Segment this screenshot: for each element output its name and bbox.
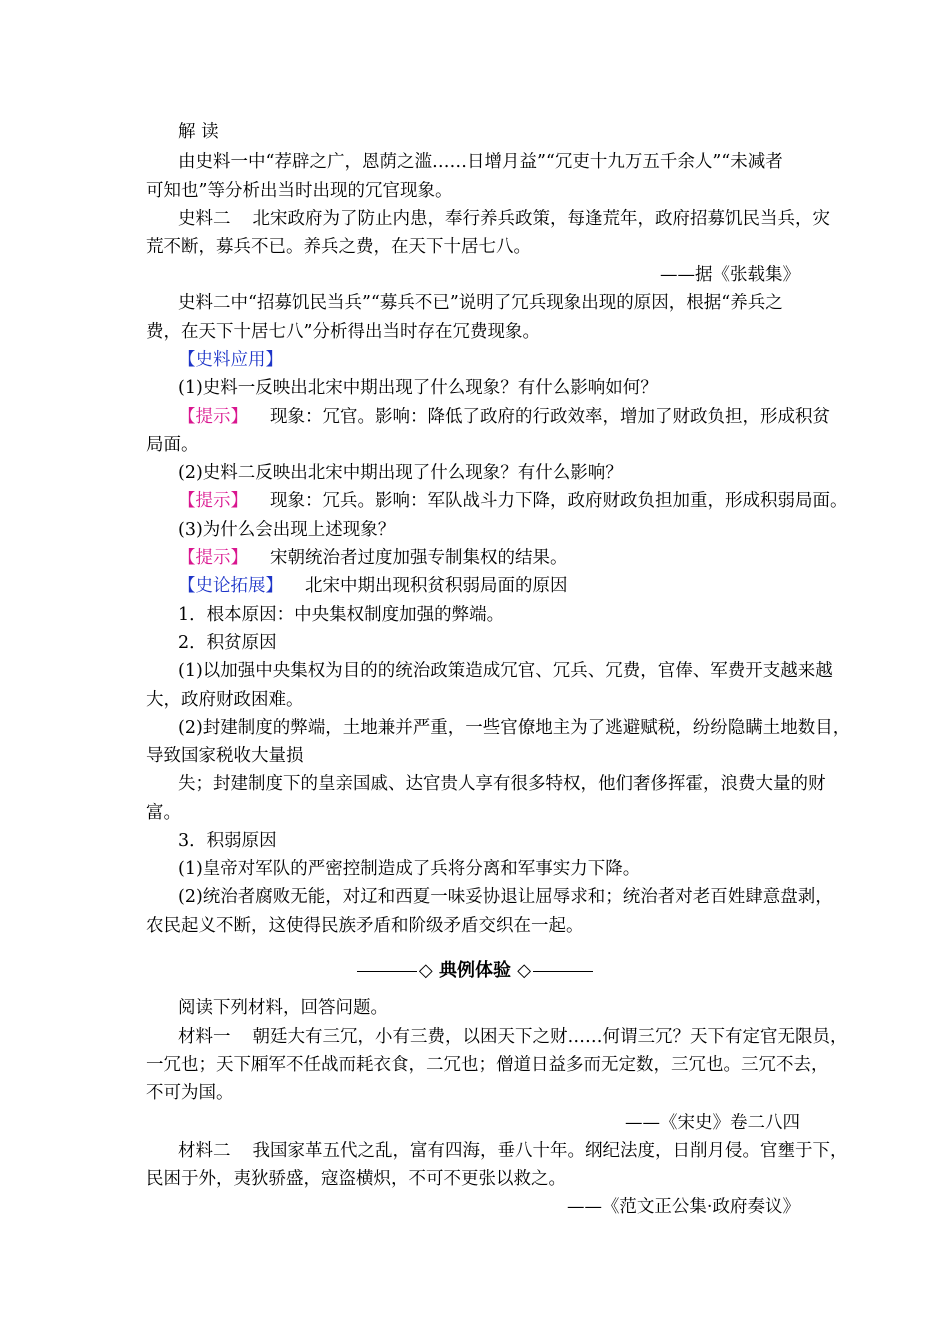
hint-tag: 【提示】 <box>178 548 248 568</box>
paragraph-line: 导致国家税收大量损 <box>146 746 304 766</box>
answer-1-text: 现象：冗官。影响：降低了政府的行政效率，增加了财政负担，形成积贫 <box>270 407 830 427</box>
paragraph-line: 史料二中“招募饥民当兵”“募兵不已”说明了冗兵现象出现的原因，根据“养兵之 <box>178 293 783 313</box>
answer-2-text: 现象：冗兵。影响：军队战斗力下降，政府财政负担加重，形成积弱局面。 <box>270 491 848 511</box>
hint-tag: 【提示】 <box>178 491 248 511</box>
paragraph-line: 荒不断，募兵不已。养兵之费，在天下十居七八。 <box>146 237 531 257</box>
paragraph-line: 局面。 <box>146 435 199 455</box>
list-item: (2)统治者腐败无能，对辽和西夏一味妥协退让屈辱求和；统治者对老百姓肆意盘剥， <box>178 887 833 907</box>
extension-tag: 【史论拓展】 <box>178 576 283 596</box>
example-heading-text: ◇ 典例体验 ◇ <box>418 960 532 981</box>
source-2-line <box>178 208 830 230</box>
source-2-label: 史料二 <box>178 209 231 229</box>
paragraph-line: 不可为国。 <box>146 1083 234 1103</box>
paragraph-line: 可知也”等分析出当时出现的冗官现象。 <box>146 181 453 201</box>
example-intro: 阅读下列材料，回答问题。 <box>178 998 388 1018</box>
heading-rule-right <box>533 971 593 972</box>
list-item: (1)以加强中央集权为目的的统治政策造成冗官、冗兵、冗费，官俸、军费开支越来越 <box>178 661 833 681</box>
source-citation: ——《范文正公集·政府奏议》 <box>566 1197 800 1217</box>
source-2-text: 北宋政府为了防止内患，奉行养兵政策，每逢荒年，政府招募饥民当兵，灾 <box>252 209 830 229</box>
answer-3-line <box>178 547 568 569</box>
question-3: (3)为什么会出现上述现象？ <box>178 520 396 540</box>
material-1-text: 朝廷大有三冗，小有三费，以困天下之财……何谓三冗？天下有定官无限员， <box>252 1027 848 1047</box>
list-item: (1)皇帝对军队的严密控制造成了兵将分离和军事实力下降。 <box>178 859 641 879</box>
application-tag: 【史料应用】 <box>178 350 283 370</box>
list-item: 1．根本原因：中央集权制度加强的弊端。 <box>178 605 505 625</box>
heading-rule-left <box>357 971 417 972</box>
extension-heading <box>178 575 568 597</box>
answer-1-line <box>178 406 830 428</box>
example-section-heading <box>0 959 950 983</box>
list-item: 3．积弱原因 <box>178 831 277 851</box>
hint-tag: 【提示】 <box>178 407 248 427</box>
question-2: (2)史料二反映出北宋中期出现了什么现象？有什么影响？ <box>178 463 623 483</box>
paragraph-line: 一冗也；天下厢军不任战而耗衣食，二冗也；僧道日益多而无定数，三冗也。三冗不去， <box>146 1055 829 1075</box>
material-1-line <box>178 1026 848 1048</box>
source-citation: ——据《张载集》 <box>660 265 800 285</box>
list-item: 2．积贫原因 <box>178 633 277 653</box>
paragraph-line: 民困于外，夷狄骄盛，寇盗横炽，不可不更张以救之。 <box>146 1169 566 1189</box>
list-item: (2)封建制度的弊端，土地兼并严重，一些官僚地主为了逃避赋税，纷纷隐瞒土地数目， <box>178 718 851 738</box>
source-citation: ——《宋史》卷二八四 <box>625 1113 800 1133</box>
answer-2-line <box>178 490 848 512</box>
answer-3-text: 宋朝统治者过度加强专制集权的结果。 <box>270 548 568 568</box>
jiedu-label: 解 读 <box>178 122 219 142</box>
material-1-label: 材料一 <box>178 1027 231 1047</box>
paragraph-line: 农民起义不断，这使得民族矛盾和阶级矛盾交织在一起。 <box>146 916 584 936</box>
paragraph-line: 富。 <box>146 803 181 823</box>
paragraph-line: 费，在天下十居七八”分析得出当时存在冗费现象。 <box>146 322 540 342</box>
paragraph-line: 大，政府财政困难。 <box>146 690 304 710</box>
material-2-label: 材料二 <box>178 1141 231 1161</box>
paragraph-line: 失；封建制度下的皇亲国戚、达官贵人享有很多特权，他们奢侈挥霍，浪费大量的财 <box>178 774 826 794</box>
material-2-line <box>178 1140 848 1162</box>
question-1: (1)史料一反映出北宋中期出现了什么现象？有什么影响如何？ <box>178 378 658 398</box>
material-2-text: 我国家革五代之乱，富有四海，垂八十年。纲纪法度，日削月侵。官壅于下， <box>252 1141 848 1161</box>
paragraph-line: 由史料一中“荐辟之广，恩荫之滥……日增月益”“冗吏十九万五千余人”“未减者 <box>178 152 783 172</box>
extension-title: 北宋中期出现积贫积弱局面的原因 <box>305 576 568 596</box>
